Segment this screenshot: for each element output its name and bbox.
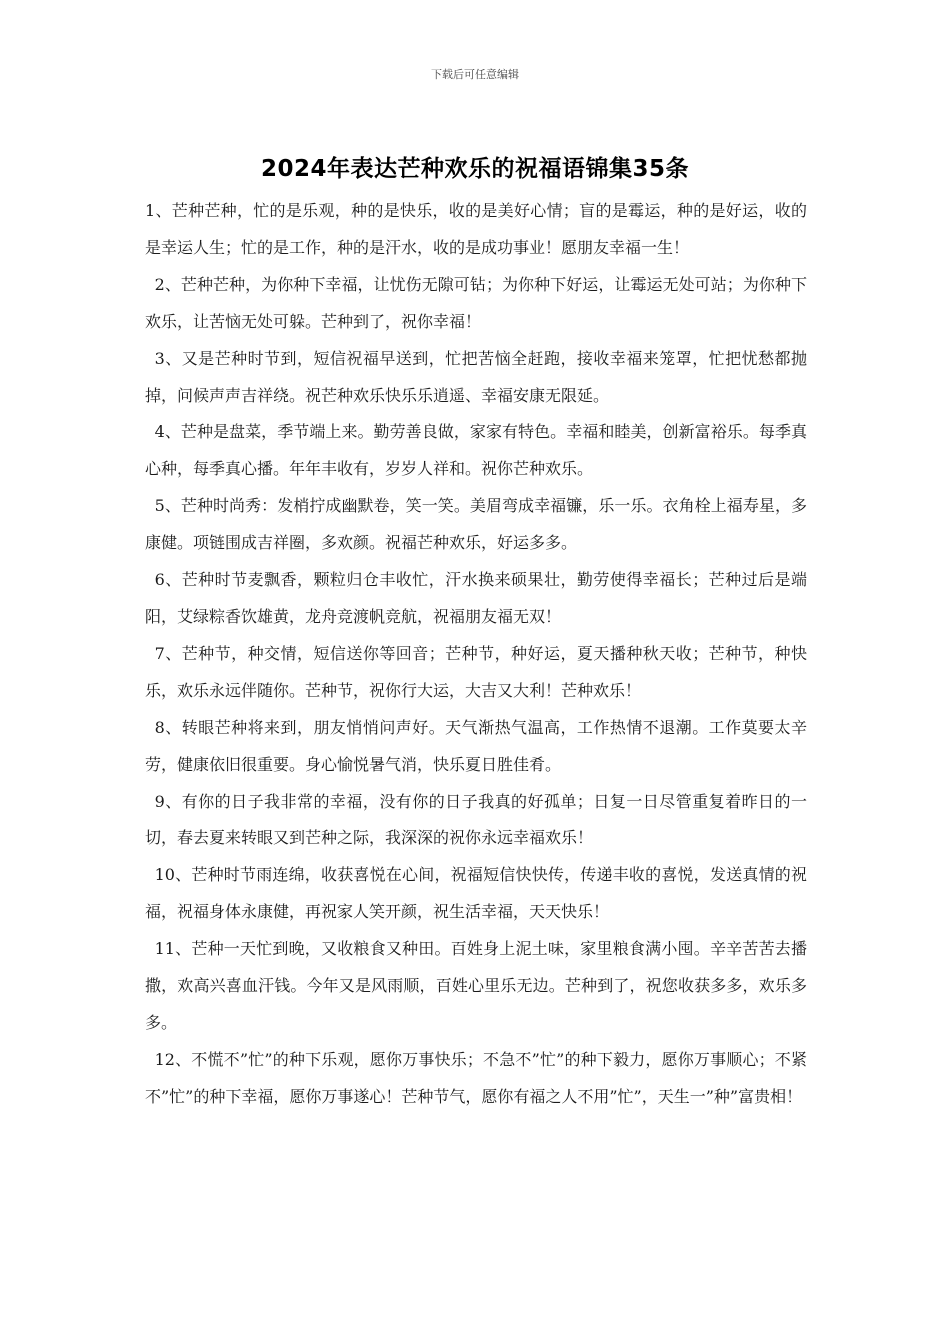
paragraph-8: 8、转眼芒种将来到，朋友悄悄问声好。天气渐热气温高，工作热情不退潮。工作莫要太辛劳，健康依旧很重要。身心愉悦暑气消，快乐夏日胜佳肴。 [145,717,807,774]
paragraph-9: 9、有你的日子我非常的幸福，没有你的日子我真的好孤单；日复一日尽管重复着昨日的一切，春去夏来转眼又到芒种之际，我深深的祝你永远幸福欢乐！ [145,791,807,848]
header-note: 下载后可任意编辑 [431,68,519,81]
paragraph-12: 12、不慌不”忙”的种下乐观，愿你万事快乐；不急不”忙”的种下毅力，愿你万事顺心；不紧不”忙”的种下幸福，愿你万事遂心！芒种节气，愿你有福之人不用”忙”，天生一”种”富贵相！ [145,1049,807,1106]
paragraph-11: 11、芒种一天忙到晚，又收粮食又种田。百姓身上泥土味，家里粮食满小囤。辛辛苦苦去播撒，欢高兴喜血汗钱。今年又是风雨顺，百姓心里乐无边。芒种到了，祝您收获多多，欢乐多多。 [145,939,807,1032]
paragraph-3: 3、又是芒种时节到，短信祝福早送到，忙把苦恼全赶跑，接收幸福来笼罩，忙把忧愁都抛掉，问候声声吉祥绕。祝芒种欢乐快乐乐逍遥、幸福安康无限延。 [145,348,807,405]
paragraph-5: 5、芒种时尚秀：发梢拧成幽默卷，笑一笑。美眉弯成幸福镰，乐一乐。衣角栓上福寿星，多康健。项链围成吉祥圈，多欢颜。祝福芒种欢乐，好运多多。 [145,496,807,553]
paragraph-7: 7、芒种节，种交情，短信送你等回音；芒种节，种好运，夏天播种秋天收；芒种节，种快乐，欢乐永远伴随你。芒种节，祝你行大运，大吉又大利！芒种欢乐！ [145,643,807,700]
paragraph-1: 1、芒种芒种，忙的是乐观，种的是快乐，收的是美好心情；盲的是霉运，种的是好运，收的是幸运人生；忙的是工作，种的是汗水，收的是成功事业！愿朋友幸福一生！ [145,201,807,257]
document-title: 2024年表达芒种欢乐的祝福语锦集35条 [260,156,690,182]
paragraph-4: 4、芒种是盘菜，季节端上来。勤劳善良做，家家有特色。幸福和睦美，创新富裕乐。每季真心种，每季真心播。年年丰收有，岁岁人祥和。祝你芒种欢乐。 [145,422,807,479]
paragraph-10: 10、芒种时节雨连绵，收获喜悦在心间，祝福短信快快传，传递丰收的喜悦，发送真情的祝福，祝福身体永康健，再祝家人笑开颜，祝生活幸福，天天快乐！ [145,865,807,922]
paragraph-2: 2、芒种芒种，为你种下幸福，让忧伤无隙可钻；为你种下好运，让霉运无处可站；为你种下欢乐，让苦恼无处可躲。芒种到了，祝你幸福！ [145,274,807,331]
paragraph-6: 6、芒种时节麦飘香，颗粒归仓丰收忙，汗水换来硕果壮，勤劳使得幸福长；芒种过后是端阳，艾绿粽香饮雄黄，龙舟竞渡帆竞航，祝福朋友福无双！ [145,570,807,626]
document-body [145,193,807,1116]
